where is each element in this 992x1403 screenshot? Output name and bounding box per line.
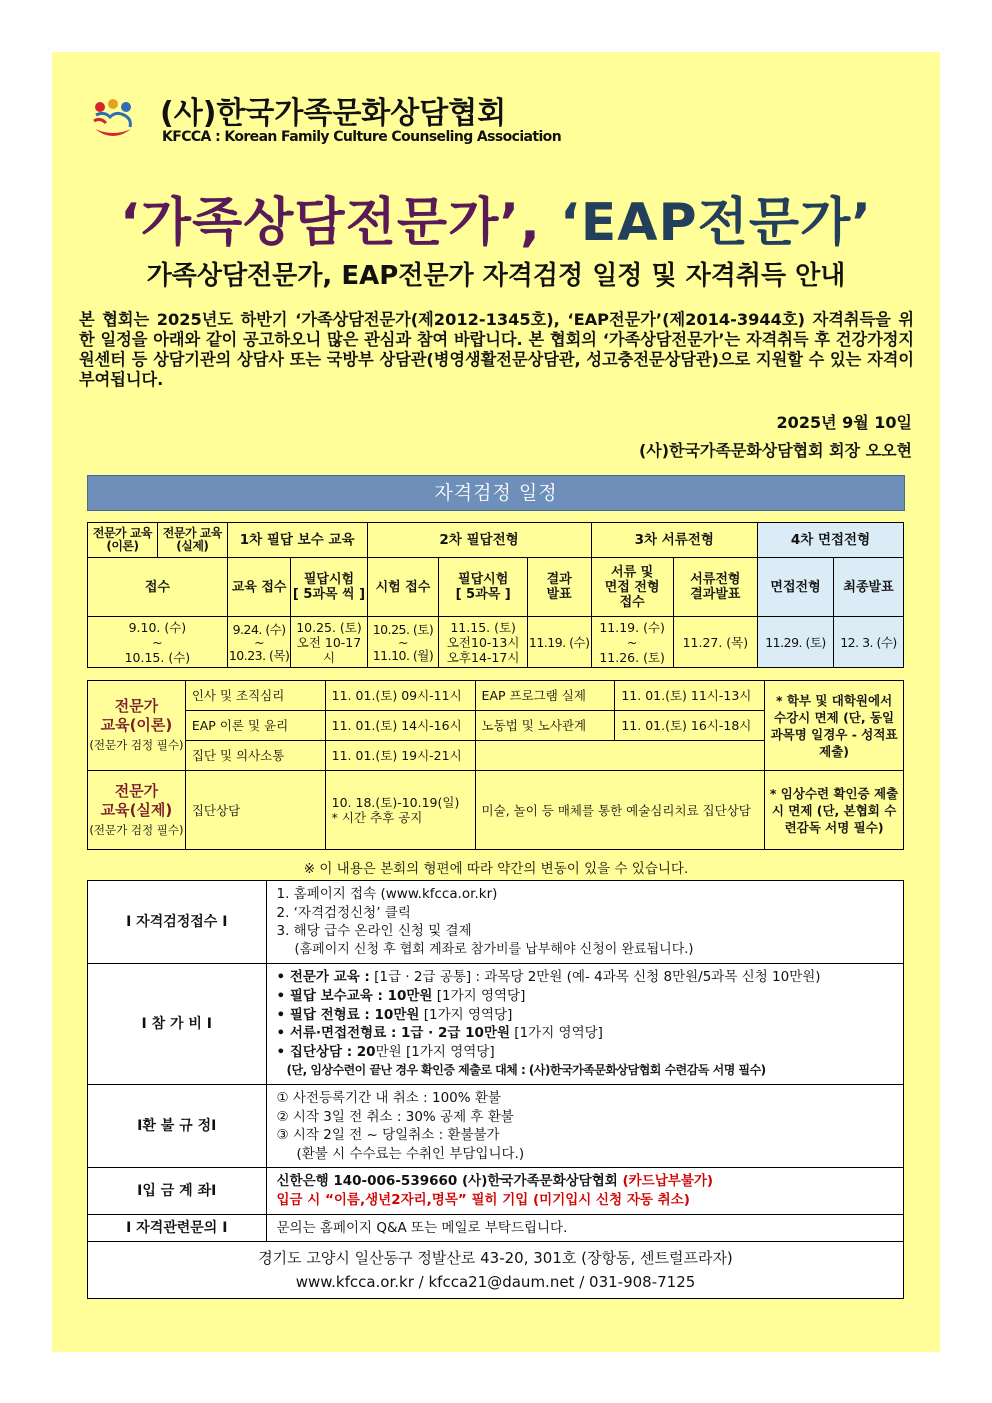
fee-2-label: • 필답 보수교육 : xyxy=(276,987,383,1004)
col-docresult xyxy=(673,558,757,617)
col-written2-b: [ 5과목 ] xyxy=(455,587,511,602)
col-docresult-a: 서류전형 xyxy=(690,572,741,587)
col-doc xyxy=(591,558,673,617)
refund-2: ② 시작 3일 전 취소 : 30% 공제 후 환불 xyxy=(276,1108,514,1125)
refund-label: Ⅰ환 불 규 정Ⅰ xyxy=(88,1084,267,1167)
practice-note: * 임상수련 확인증 제출시 면제 (단, 본협회 수련감독 서명 필수) xyxy=(765,771,904,850)
col-written1-a: 필답시험 xyxy=(303,572,355,587)
theory-note: * 학부 및 대학원에서 수강시 면제 (단, 동일과목명 일경우 - 성적표 제출) xyxy=(765,681,904,771)
kfcca-logo-icon xyxy=(90,97,136,143)
date-edu-c: 10.23. (목) xyxy=(228,647,290,663)
title-part2: ‘EAP전문가’ xyxy=(559,193,873,253)
fee-5-amount: 20 xyxy=(352,1043,376,1060)
date-exam-a: 10.25. (토) xyxy=(372,621,434,637)
apply-content xyxy=(266,881,904,964)
col-doc-c: 접수 xyxy=(619,594,645,610)
apply-step-1: 1. 홈페이지 접속 (www.kfcca.or.kr) xyxy=(276,886,498,902)
footer-address: 경기도 고양시 일산동구 정발산로 43-20, 301호 (장항동, 센트럴프라자) xyxy=(258,1249,733,1268)
fee-4-label: • 서류·면접전형료 : xyxy=(276,1025,397,1042)
header-edu-split xyxy=(88,523,228,558)
subject-3-time: 11. 01.(토) 14시-16시 xyxy=(325,711,475,741)
col-written1-b: [ 5과목 씩 ] xyxy=(292,587,366,602)
inquiry-label: Ⅰ 자격관련문의 Ⅰ xyxy=(88,1214,267,1242)
apply-step-3: 3. 해당 급수 온라인 신청 및 결제 xyxy=(276,923,472,940)
fee-3-label: • 필답 전형료 : xyxy=(276,1006,370,1023)
main-title xyxy=(52,180,940,255)
title-part1: ‘가족상담전문가’, xyxy=(119,193,541,253)
account-content xyxy=(266,1168,904,1214)
date-written2 xyxy=(439,617,527,668)
account-line-2: 입금 시 “이름,생년2자리,명목” 필히 기입 (미기입시 신청 자동 취소) xyxy=(276,1191,690,1208)
col-result-b: 발표 xyxy=(546,587,572,602)
refund-3: ③ 시작 2일 전 ~ 당일취소 : 환불불가 xyxy=(276,1127,500,1144)
subject-4: 노동법 및 노사관계 xyxy=(475,711,615,741)
account-1-red: (카드납부불가) xyxy=(622,1173,714,1190)
fee-1-text: [1급 · 2급 공통] : 과목당 2만원 (예- 4과목 신청 8만원/5과목 신청 10만원) xyxy=(369,969,821,986)
date-reception-c: 10.15. (수) xyxy=(124,649,191,665)
header-stage2: 2차 필답전형 xyxy=(367,523,591,558)
practice-1: 집단상담 xyxy=(185,771,325,850)
notice-date: 2025년 9월 10일 xyxy=(776,413,912,432)
subject-4-time: 11. 01.(토) 16시-18시 xyxy=(615,711,765,741)
col-interview: 면접전형 xyxy=(758,558,834,617)
col-doc-b: 면접 전형 xyxy=(604,579,660,595)
header-edu-practice: 전문가 교육(실제) xyxy=(162,526,222,553)
date-written2-a: 11.15. (토) xyxy=(450,619,516,635)
apply-note: (홈페이지 신청 후 협회 계좌로 참가비를 납부해야 신청이 완료됩니다.) xyxy=(294,941,694,957)
practice-2: 미술, 놀이 등 매체를 통한 예술심리치료 집단상담 xyxy=(475,771,765,850)
col-result xyxy=(527,558,591,617)
education-table xyxy=(87,680,904,850)
date-written1-a: 10.25. (토) xyxy=(296,619,362,635)
practice-1-time-a: 10. 18.(토)-10.19(일) xyxy=(331,795,460,810)
subject-5-time: 11. 01.(토) 19시-21시 xyxy=(325,741,475,771)
refund-4: (환불 시 수수료는 수취인 부담입니다.) xyxy=(296,1145,525,1162)
org-name-en: KFCCA : Korean Family Culture Counseling Association xyxy=(162,129,562,145)
practice-sub: (전문가 검정 필수) xyxy=(89,822,184,837)
col-written1 xyxy=(291,558,367,617)
date-exam-b: ~ xyxy=(397,634,408,650)
refund-content xyxy=(266,1084,904,1167)
inquiry-text: 문의는 홈페이지 Q&A 또는 메일로 부탁드립니다. xyxy=(266,1214,904,1242)
date-edu-b: ~ xyxy=(254,634,265,650)
date-exam xyxy=(367,617,439,668)
fee-5-text: 만원 [1가지 영역당] xyxy=(375,1043,495,1060)
subject-empty xyxy=(475,741,765,771)
date-doc-b: ~ xyxy=(626,634,638,650)
col-reception: 접수 xyxy=(88,558,228,617)
fee-line-3 xyxy=(277,1006,904,1025)
fee-4-text: [1가지 영역당] xyxy=(510,1025,603,1042)
subject-2-time: 11. 01.(토) 11시-13시 xyxy=(615,681,765,711)
header-stage4: 4차 면접전형 xyxy=(758,523,904,558)
footer-contact xyxy=(88,1242,904,1299)
col-final: 최종발표 xyxy=(834,558,904,617)
practice-1-time-b: * 시간 추후 공지 xyxy=(331,810,423,825)
col-written2 xyxy=(439,558,527,617)
col-result-a: 결과 xyxy=(546,572,572,587)
date-final: 12. 3. (수) xyxy=(834,617,904,668)
intro-paragraph: 본 협회는 2025년도 하반기 ‘가족상담전문가(제2012-1345호), ‘EAP전문가’(제2014-3944호) 자격취득을 위한 일정을 아래와 같이 공고하오니 많은 관심과 참여 바랍니다. 본 협회의 ‘가족상담전문가’는 자격취득 후 건강가정지원센터 등 상담기관의 상담사 또는 국방부 상담관(병영생활전문상담관, 성고충전문상담관)으로 지원할 수 있는 자격이 부여됩니다. xyxy=(79,310,914,389)
col-docresult-b: 결과발표 xyxy=(690,587,741,602)
date-reception xyxy=(88,617,228,668)
date-doc-a: 11.19. (수) xyxy=(599,619,665,635)
date-written2-b: 오전10-13시 xyxy=(446,634,520,650)
practice-title-b: 교육(실제) xyxy=(100,800,173,819)
col-written2-a: 필답시험 xyxy=(458,572,509,587)
practice-title-a: 전문가 xyxy=(114,781,159,800)
date-written1 xyxy=(291,617,367,668)
subject-1: 인사 및 조직심리 xyxy=(185,681,325,711)
date-reception-b: ~ xyxy=(152,634,163,650)
fee-line-5 xyxy=(277,1043,904,1062)
subtitle: 가족상담전문가, EAP전문가 자격검정 일정 및 자격취득 안내 xyxy=(146,261,846,291)
account-line-1 xyxy=(277,1172,904,1191)
date-written1-b: 오전 10-17시 xyxy=(296,634,362,665)
theory-title-b: 교육(이론) xyxy=(100,716,173,734)
date-result: 11.19. (수) xyxy=(527,617,591,668)
fee-line-2 xyxy=(277,987,904,1006)
schedule-banner: 자격검정 일정 xyxy=(87,475,905,511)
theory-category xyxy=(88,681,186,771)
col-exam-reception: 시험 접수 xyxy=(367,558,439,617)
subject-3: EAP 이론 및 윤리 xyxy=(185,711,325,741)
subject-2: EAP 프로그램 실제 xyxy=(475,681,615,711)
date-interview: 11.29. (토) xyxy=(758,617,834,668)
date-edu xyxy=(227,617,291,668)
fee-3-amount: 10만원 xyxy=(369,1006,420,1023)
date-doc xyxy=(591,617,673,668)
account-1: 신한은행 140-006-539660 (사)한국가족문화상담협회 xyxy=(276,1173,623,1190)
fee-2-amount: 10만원 xyxy=(382,987,433,1004)
account-label: Ⅰ입 금 계 좌Ⅰ xyxy=(88,1168,267,1214)
signature: (사)한국가족문화상담협회 회장 오오현 xyxy=(638,441,912,460)
refund-1: ① 사전등록기간 내 취소 : 100% 환불 xyxy=(276,1089,501,1106)
theory-title-a: 전문가 xyxy=(114,697,159,715)
fee-content xyxy=(266,964,904,1085)
date-reception-a: 9.10. (수) xyxy=(128,619,187,635)
schedule-table xyxy=(87,522,904,668)
col-edu-reception: 교육 접수 xyxy=(227,558,291,617)
date-docresult: 11.27. (목) xyxy=(673,617,757,668)
document-page xyxy=(52,52,940,1352)
date-doc-c: 11.26. (토) xyxy=(599,649,665,665)
date-edu-a: 9.24. (수) xyxy=(232,621,286,637)
apply-label: Ⅰ 자격검정접수 Ⅰ xyxy=(88,881,267,964)
fee-line-4 xyxy=(277,1024,904,1043)
header-stage1: 1차 필답 보수 교육 xyxy=(227,523,367,558)
practice-category xyxy=(88,771,186,850)
theory-sub: (전문가 검정 필수) xyxy=(89,738,184,752)
header-edu-theory: 전문가 교육(이론) xyxy=(88,523,158,557)
fee-line-1 xyxy=(277,968,904,987)
practice-1-time xyxy=(325,771,475,850)
fee-1-label: • 전문가 교육 : xyxy=(276,969,370,986)
col-doc-a: 서류 및 xyxy=(611,564,654,580)
fee-2-text: [1가지 영역당] xyxy=(432,987,526,1004)
footer-links[interactable]: www.kfcca.or.kr / kfcca21@daum.net / 031-908-7125 xyxy=(295,1273,696,1292)
date-written2-c: 오후14-17시 xyxy=(446,649,520,665)
fee-line-6: (단, 임상수련이 끝난 경우 확인증 제출로 대체 : (사)한국가족문화상담협회 수련감독 서명 필수) xyxy=(286,1063,766,1078)
info-table xyxy=(87,880,904,1299)
date-exam-c: 11.10. (월) xyxy=(372,647,434,663)
change-notice: ※ 이 내용은 본회의 형편에 따라 약간의 변동이 있을 수 있습니다. xyxy=(303,861,689,877)
fee-5-label: • 집단상담 : xyxy=(276,1043,353,1060)
fee-label: Ⅰ 참 가 비 Ⅰ xyxy=(88,964,267,1085)
subject-5: 집단 및 의사소통 xyxy=(185,741,325,771)
org-name-ko: (사)한국가족문화상담협회 xyxy=(160,96,507,131)
subject-1-time: 11. 01.(토) 09시-11시 xyxy=(325,681,475,711)
header-stage3: 3차 서류전형 xyxy=(591,523,757,558)
fee-3-text: [1가지 영역당] xyxy=(419,1006,513,1023)
apply-step-2: 2. ‘자격검정신청’ 클릭 xyxy=(276,904,411,921)
fee-4-amount: 1급 · 2급 10만원 xyxy=(396,1025,511,1042)
